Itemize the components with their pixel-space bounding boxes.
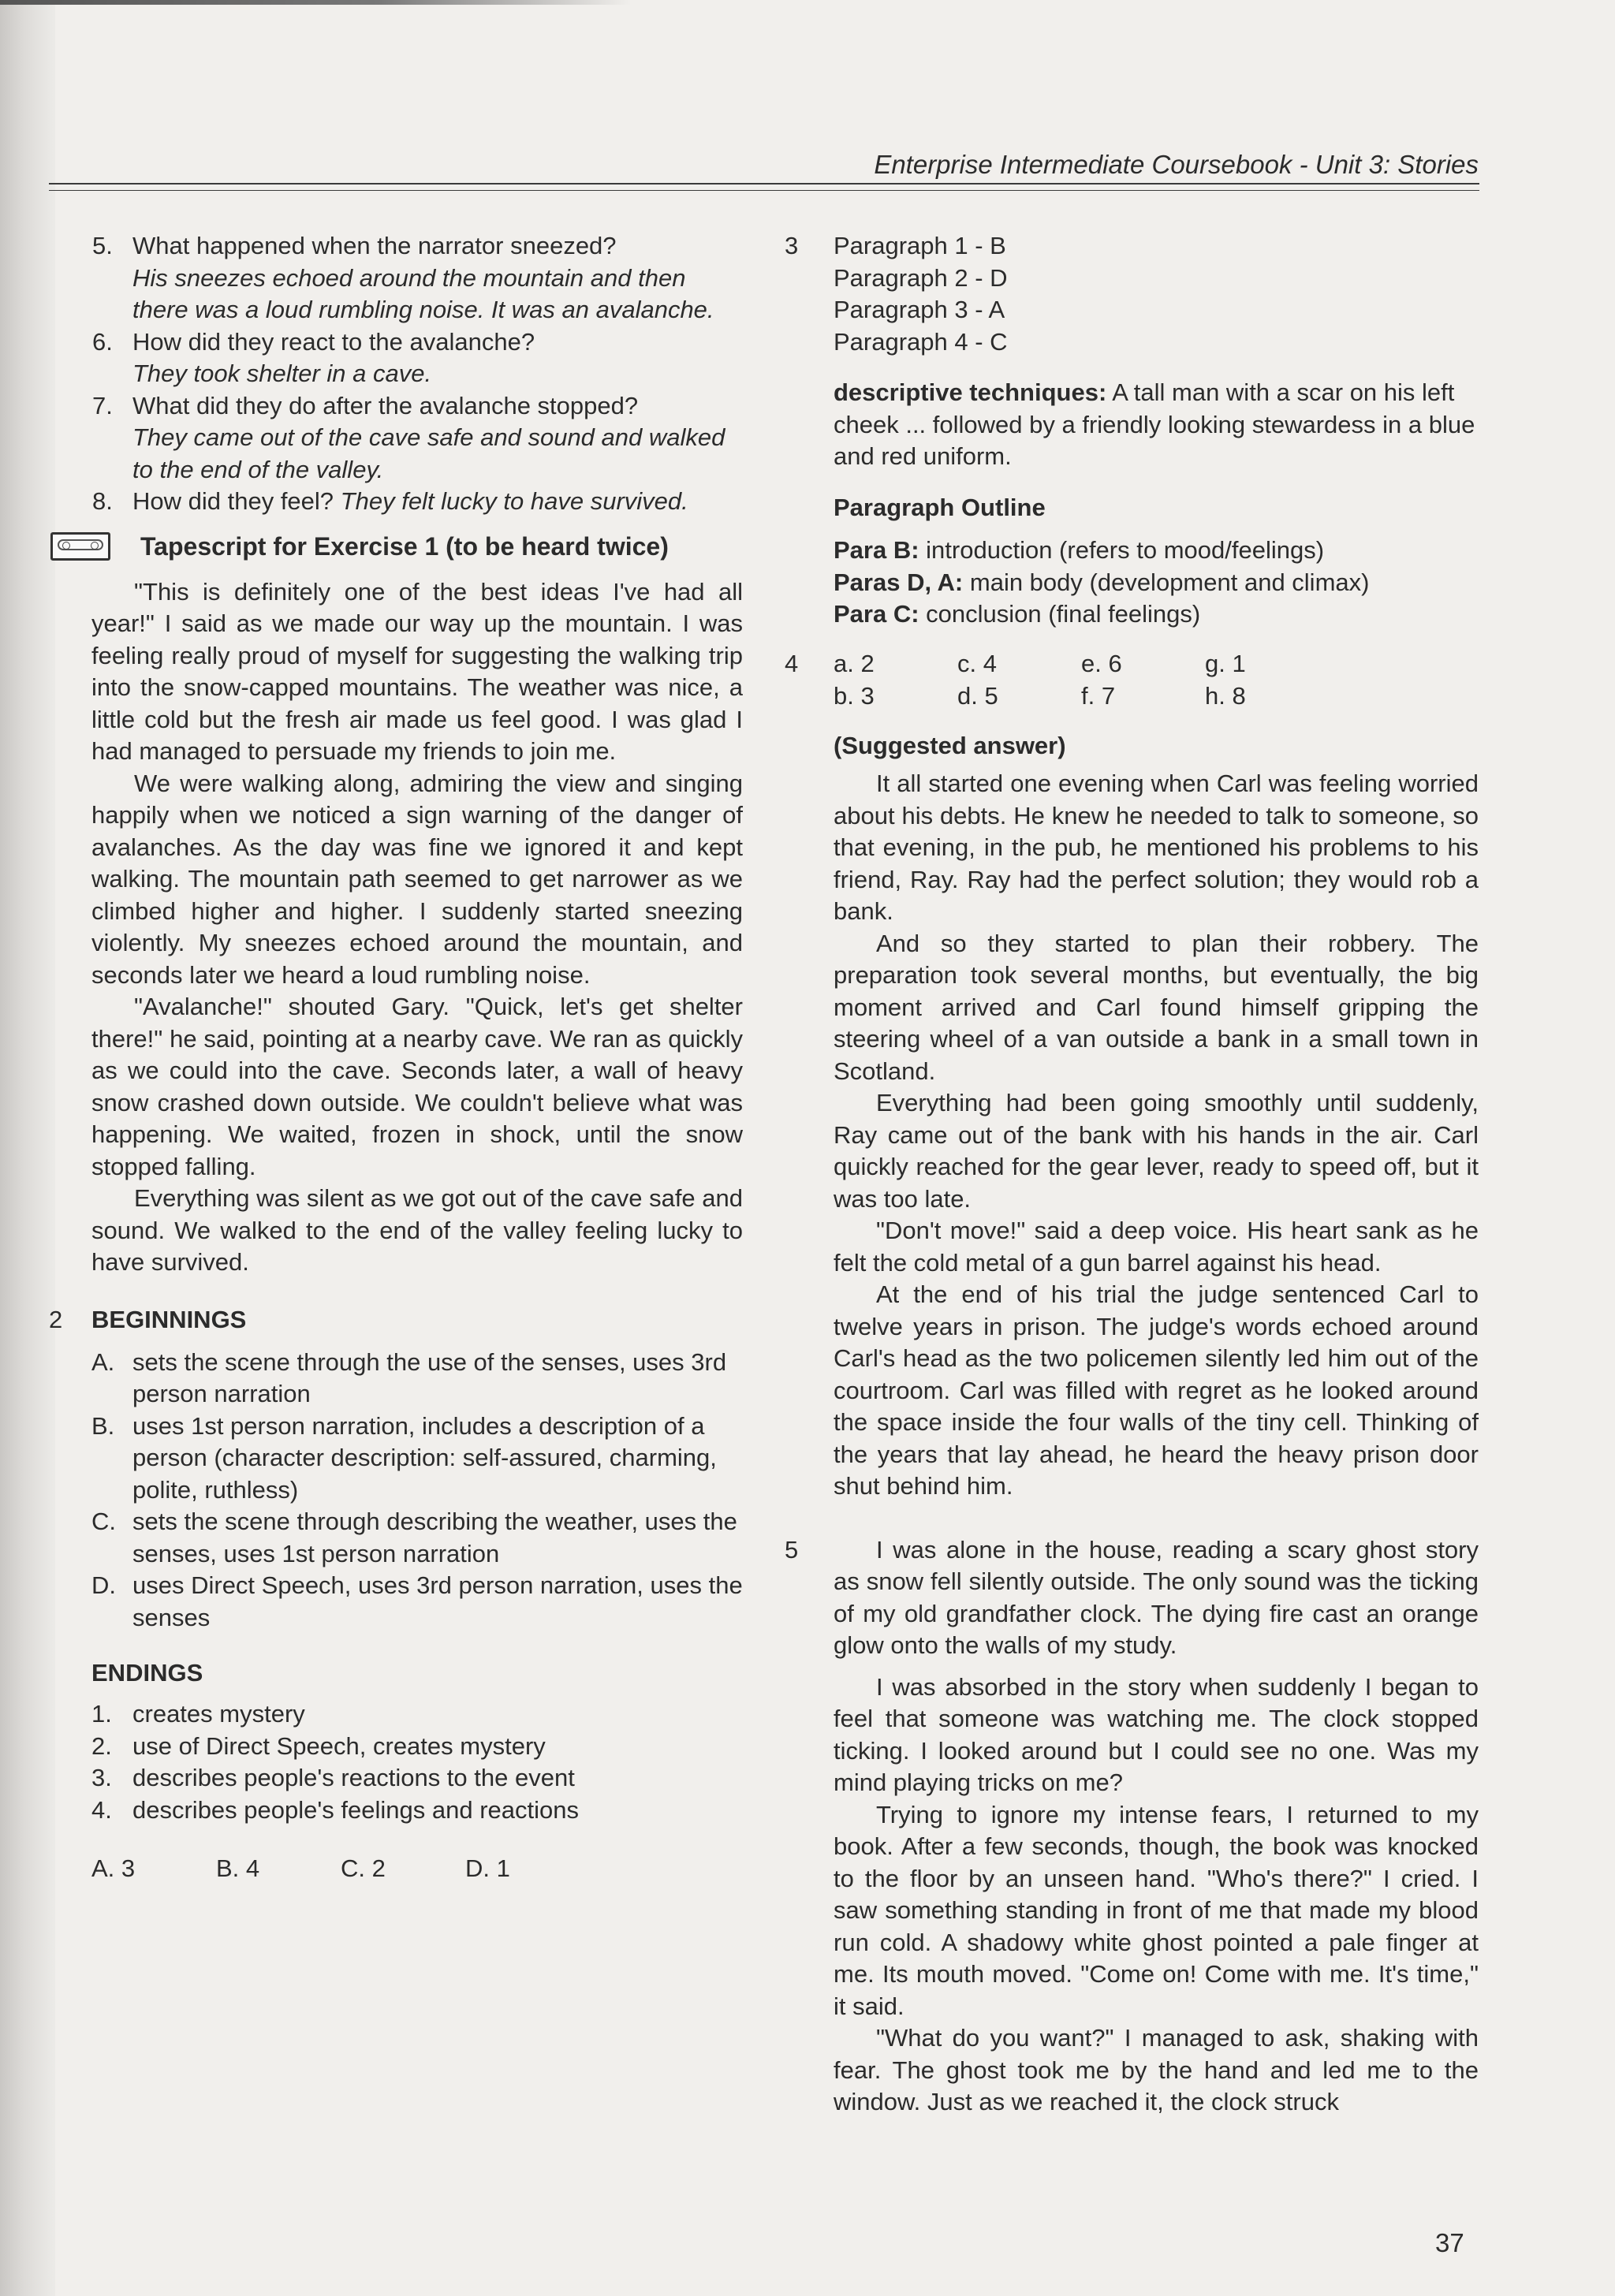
- paragraph-outline: [834, 535, 1479, 631]
- left-column: [49, 230, 743, 1884]
- story-paragraph: It all started one evening when Carl was feeling worried about his debts. He knew he needed to talk to someone, so that evening, in the pub, he mentioned his problems to his friend, Ray. Ray had the perfect solution; they would rob a bank.: [834, 770, 1479, 925]
- tapescript-paragraph: "This is definitely one of the best ideas I've had all year!" I said as we made our way up the mountain. I was feeling really proud of myself for suggesting the walking trip into the snow-capped mountains. The weather was nice, a little cold but the fresh air made us feel good. I was glad I had managed to persuade my friends to join me.: [91, 577, 743, 765]
- list-item: [49, 1762, 743, 1795]
- outline-label: Paras D, A:: [834, 568, 964, 596]
- answer-item: a. 2: [834, 649, 875, 677]
- answer-item: b. 3: [834, 681, 875, 710]
- question-number: 8.: [92, 487, 113, 515]
- item-text: describes people's feelings and reactions: [132, 1795, 579, 1824]
- descriptive-label: descriptive techniques:: [834, 378, 1107, 406]
- story-paragraph: Trying to ignore my intense fears, I returned to my book. After a few seconds, though, the book was knocked to the floor by an unseen hand. "Who's there?" I cried. I saw something standing in front of me that made my blood run cold. A shadowy white ghost pointed a pale finger at me. Its mouth moved. "Come on! Come with me. It's time," it said.: [834, 1800, 1479, 2020]
- answer-text: They felt lucky to have survived.: [340, 487, 688, 515]
- item-text: use of Direct Speech, creates mystery: [132, 1731, 546, 1760]
- page-number: 37: [1435, 2228, 1464, 2257]
- question-item: [49, 390, 743, 486]
- answer-item: c. 4: [957, 649, 997, 677]
- matching-answers: [49, 1853, 743, 1884]
- answer-item: d. 5: [957, 681, 998, 710]
- section-title: BEGINNINGS: [91, 1305, 247, 1333]
- item-number: 2.: [91, 1731, 112, 1760]
- outline-label: Para B:: [834, 536, 919, 564]
- section-heading: [49, 1304, 743, 1337]
- page-header-title: Enterprise Intermediate Coursebook - Unit 3: Stories: [874, 150, 1479, 179]
- list-item: [49, 1795, 743, 1827]
- answer-item: h. 8: [1205, 681, 1246, 710]
- outline-text: main body (development and climax): [969, 568, 1370, 596]
- outline-text: conclusion (final feelings): [926, 600, 1201, 628]
- tapescript-body: [49, 576, 743, 1279]
- item-text: sets the scene through describing the weather, uses the senses, uses 1st person narration: [132, 1508, 737, 1567]
- tapescript-title: Tapescript for Exercise 1 (to be heard twice): [140, 531, 669, 561]
- answer-item: e. 6: [1081, 649, 1122, 677]
- list-item: [49, 1506, 743, 1570]
- list-item: [49, 1698, 743, 1731]
- item-number: 1.: [91, 1700, 112, 1728]
- match-answer: D. 1: [465, 1854, 510, 1882]
- question-item: [49, 486, 743, 518]
- outline-item: [834, 535, 1479, 567]
- item-letter: A.: [91, 1347, 115, 1376]
- story-carl: [834, 768, 1479, 1503]
- exercise-5: [785, 1534, 1479, 2119]
- item-text: uses Direct Speech, uses 3rd person narration, uses the senses: [132, 1571, 743, 1631]
- question-text: How did they feel?: [132, 487, 334, 515]
- answer-grid: [834, 648, 1479, 713]
- outline-item: [834, 567, 1479, 599]
- list-item: [49, 1570, 743, 1634]
- answer-item: g. 1: [1205, 649, 1246, 677]
- exercise-4: [785, 648, 1479, 1503]
- list-item: [49, 1731, 743, 1763]
- question-item: [49, 230, 743, 326]
- list-item: [49, 1347, 743, 1411]
- match-answer: C. 2: [341, 1854, 386, 1882]
- question-text: What happened when the narrator sneezed?: [132, 232, 617, 259]
- section-number: 2: [49, 1305, 63, 1333]
- right-column: [785, 230, 1479, 2119]
- match-answer: A. 3: [91, 1854, 136, 1882]
- paragraph-order: Paragraph 1 - B: [834, 232, 1006, 259]
- item-text: uses 1st person narration, includes a description of a person (character description: self-assured, charming, polite, ruthless): [132, 1411, 717, 1504]
- exercise-3: [785, 230, 1479, 631]
- outline-title: Paragraph Outline: [834, 493, 1046, 521]
- question-item: [49, 326, 743, 390]
- exercise-number: 3: [785, 232, 799, 259]
- question-number: 5.: [92, 232, 113, 259]
- story-paragraph: "What do you want?" I managed to ask, shaking with fear. The ghost took me by the hand and led me to the window. Just as we reached it, the clock struck: [834, 2024, 1479, 2115]
- descriptive-text: A tall man with a scar on his left cheek ... followed by a friendly looking stewardess in a blue and red uniform.: [834, 378, 1475, 470]
- paragraph-order: Paragraph 3 - A: [834, 296, 1005, 323]
- item-text: creates mystery: [132, 1700, 305, 1728]
- tapescript-paragraph: We were walking along, admiring the view and singing happily when we noticed a sign warning of the danger of avalanches. As the day was fine we ignored it and kept walking. The mountain path seemed to get narrower as we climbed higher and higher. I suddenly started sneezing violently. My sneezes echoed around the mountain, and seconds later we heard a loud rumbling noise.: [91, 769, 743, 989]
- question-list: [49, 230, 743, 518]
- outline-item: [834, 598, 1479, 631]
- item-number: 4.: [91, 1795, 112, 1824]
- question-text: What did they do after the avalanche stopped?: [132, 391, 639, 419]
- item-letter: D.: [91, 1571, 116, 1599]
- descriptive-techniques: [834, 377, 1479, 473]
- suggested-answer-title: (Suggested answer): [834, 731, 1066, 759]
- question-text: How did they react to the avalanche?: [132, 327, 535, 356]
- paragraph-order: Paragraph 2 - D: [834, 263, 1008, 292]
- endings-list: [49, 1698, 743, 1826]
- story-paragraph: I was absorbed in the story when suddenly I began to feel that someone was watching me. The clock stopped ticking. I looked around but I could see no one. Was my mind playing tricks on me?: [834, 1672, 1479, 1796]
- header-rule-thin: [49, 190, 1479, 191]
- endings-title: ENDINGS: [91, 1659, 203, 1687]
- exercise-number: 5: [785, 1535, 799, 1564]
- exercise-number: 4: [785, 649, 799, 677]
- tapescript-paragraph: Everything was silent as we got out of the cave safe and sound. We walked to the end of the valley feeling lucky to have survived.: [91, 1184, 744, 1276]
- item-letter: C.: [91, 1508, 116, 1535]
- story-paragraph: At the end of his trial the judge sentenced Carl to twelve years in prison. The judge's words echoed around Carl's head as the two policemen silently led him out of the courtroom. Carl was filled with regret as he looked around the space inside the four walls of the tiny cell. Thinking of the years that lay ahead, he heard the heavy prison door shut behind him.: [834, 1280, 1479, 1500]
- answer-text: His sneezes echoed around the mountain and then there was a loud rumbling noise. It was an avalanche.: [132, 263, 714, 323]
- paragraph-order: Paragraph 4 - C: [834, 327, 1008, 356]
- story-paragraph: Everything had been going smoothly until suddenly, Ray came out of the bank with his hands in the air. Carl quickly reached for the gear lever, ready to speed off, but it was too late.: [834, 1089, 1479, 1213]
- item-number: 3.: [91, 1764, 112, 1791]
- answer-item: f. 7: [1081, 681, 1116, 710]
- item-text: describes people's reactions to the event: [132, 1764, 575, 1791]
- item-letter: B.: [91, 1411, 115, 1440]
- answer-text: They came out of the cave safe and sound and walked to the end of the valley.: [132, 423, 725, 483]
- item-text: sets the scene through the use of the senses, uses 3rd person narration: [132, 1347, 727, 1407]
- match-answer: B. 4: [216, 1854, 260, 1882]
- tapescript-paragraph: "Avalanche!" shouted Gary. "Quick, let's get shelter there!" he said, pointing at a nearby cave. We ran as quickly as we could into the cave. Seconds later, a wall of heavy snow crashed down outside. We couldn't believe what was happening. We waited, frozen in shock, until the snow stopped falling.: [91, 993, 743, 1180]
- question-number: 7.: [92, 391, 113, 419]
- tapescript-heading: [49, 529, 743, 568]
- page-top-edge: [0, 0, 631, 5]
- cassette-icon: [50, 532, 110, 561]
- answer-text: They took shelter in a cave.: [132, 360, 432, 387]
- story-paragraph: And so they started to plan their robbery. The preparation took several months, but eventually, the big moment arrived and Carl found himself gripping the steering wheel of a van outside a bank in a small town in Scotland.: [834, 929, 1479, 1085]
- beginnings-list: [49, 1347, 743, 1634]
- story-paragraph: "Don't move!" said a deep voice. His heart sank as he felt the cold metal of a gun barrel against his head.: [834, 1217, 1479, 1277]
- header-rule: [49, 183, 1479, 184]
- story-paragraph: I was alone in the house, reading a scary ghost story as snow fell silently outside. The only sound was the ticking of my old grandfather clock. The dying fire cast an orange glow onto the walls of my study.: [834, 1535, 1479, 1659]
- list-item: [49, 1411, 743, 1507]
- book-spine-shadow: [0, 0, 55, 2296]
- outline-text: introduction (refers to mood/feelings): [926, 536, 1325, 564]
- outline-label: Para C:: [834, 600, 919, 628]
- question-number: 6.: [92, 327, 113, 356]
